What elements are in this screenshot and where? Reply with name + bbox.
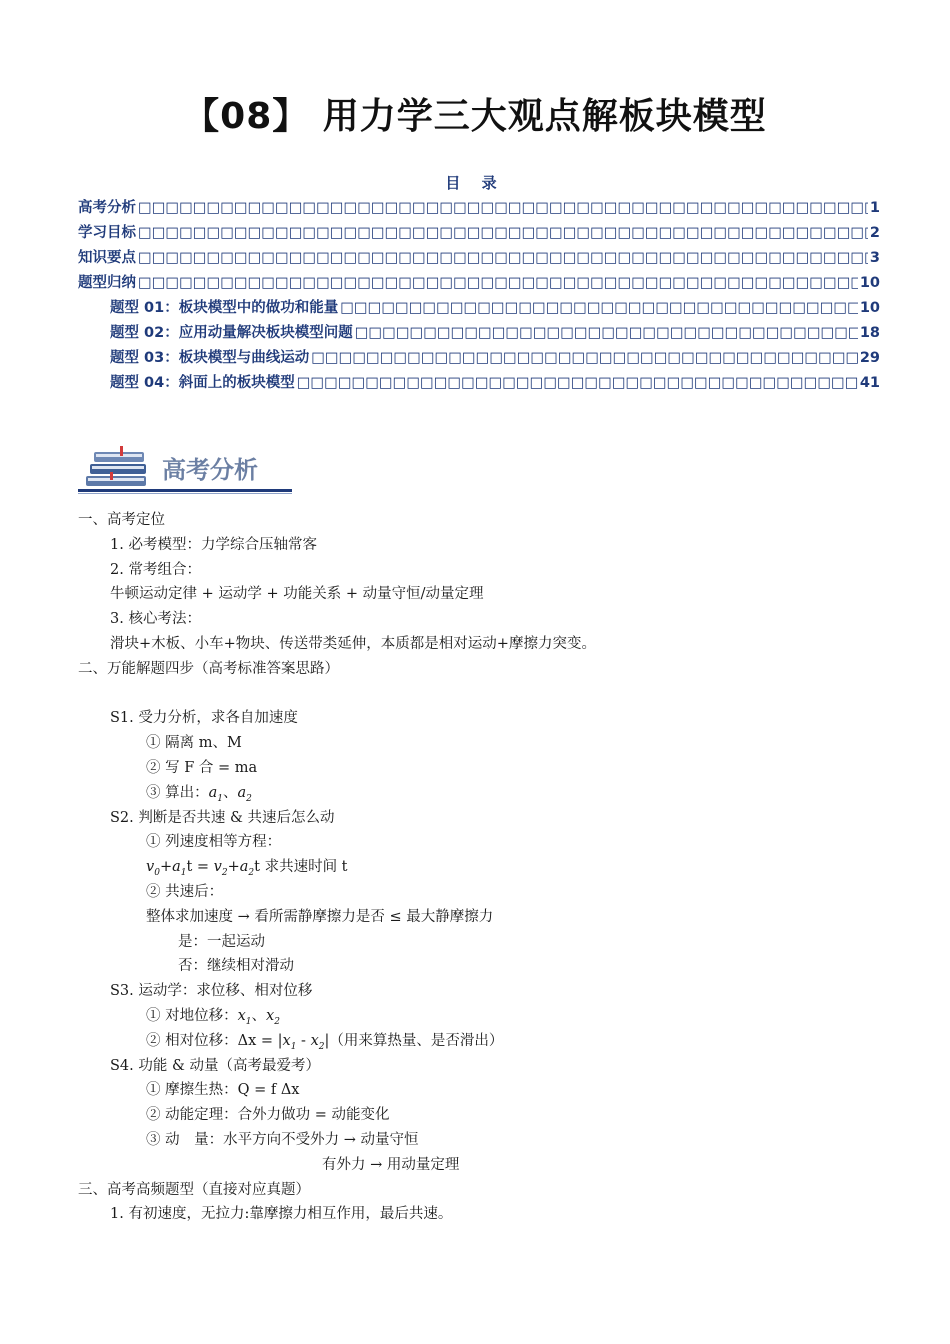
step-item: ③ 算出：$a_1$、$a_2$ xyxy=(146,784,252,804)
paragraph: 滑块+木板、小车+物块、传送带类延伸，本质都是相对运动+摩擦力突变。 xyxy=(110,635,596,652)
toc-leader xyxy=(340,296,858,321)
formula: $v_0+a_1$ xyxy=(146,859,187,879)
section-heading: 三、高考高频题型（直接对应真题） xyxy=(78,1181,310,1198)
step-item: ② 写 F 合 = ma xyxy=(146,759,258,776)
banner-divider xyxy=(78,489,292,492)
toc-entry-label: 学习目标 xyxy=(78,225,136,241)
toc-entry-page: 10 xyxy=(859,275,880,291)
toc-entry-label: 知识要点 xyxy=(78,250,136,266)
paragraph: 牛顿运动定律 + 运动学 + 功能关系 + 动量守恒/动量定理 xyxy=(110,586,484,603)
books-icon xyxy=(80,442,160,492)
formula: $x_1$ xyxy=(237,1007,252,1027)
step-item: ① 摩擦生热：Q = f Δx xyxy=(146,1082,300,1099)
list-item: 3. 核心考法： xyxy=(110,611,201,628)
step-item: ② 共速后： xyxy=(146,883,224,900)
section-heading: 二、万能解题四步（高考标准答案思路） xyxy=(78,660,339,677)
step-item: ② 动能定理：合外力做功 = 动能变化 xyxy=(146,1107,390,1124)
list-item: 1. 有初速度，无拉力:靠摩擦力相互作用，最后共速。 xyxy=(110,1206,453,1223)
toc-entry-label: 题型 04：斜面上的板块模型 xyxy=(110,375,295,391)
section-heading: 一、高考定位 xyxy=(78,512,165,528)
formula: $v_2+a_2$ xyxy=(213,859,255,879)
toc-leader xyxy=(311,346,858,371)
step-heading: S2. 判断是否共速 & 共速后怎么动 xyxy=(110,809,335,826)
toc-entry[interactable] xyxy=(78,346,880,371)
formula: $a_1$ xyxy=(208,784,223,804)
toc-leader xyxy=(355,321,858,346)
formula: $x_2$ xyxy=(266,1007,280,1027)
toc-leader xyxy=(138,246,868,271)
step-item: 有外力 → 用动量定理 xyxy=(322,1156,460,1173)
toc-entry[interactable] xyxy=(78,196,880,221)
toc-entry-label: 题型归纳 xyxy=(78,275,136,291)
toc-entry-page: 3 xyxy=(869,250,880,266)
toc-entry-label: 题型 03：板块模型与曲线运动 xyxy=(110,350,310,366)
body-content xyxy=(78,508,880,1227)
toc-entry-page: 18 xyxy=(859,325,880,341)
step-item-text: |（用来算热量、是否滑出） xyxy=(324,1032,504,1049)
step-item: $v_0+a_1t = v_2+a_2t$ 求共速时间 t xyxy=(146,859,348,879)
step-heading: S4. 功能 & 动量（高考最爱考） xyxy=(110,1057,321,1074)
toc-entry-page: 10 xyxy=(859,300,880,316)
formula: $x_1$ xyxy=(282,1032,297,1052)
toc-leader xyxy=(138,271,858,296)
page-title: 【08】 用力学三大观点解板块模型 xyxy=(183,96,767,137)
step-item: ② 相对位移：$\Delta x = |x_1 - x_2|$（用来算热量、是否滑出） xyxy=(146,1032,504,1052)
toc-entry[interactable] xyxy=(78,246,880,271)
toc-leader xyxy=(138,196,868,221)
step-item: ① 列速度相等方程： xyxy=(146,834,282,851)
toc-entry[interactable] xyxy=(78,271,880,296)
spacer xyxy=(78,682,880,707)
list-item: 1. 必考模型：力学综合压轴常客 xyxy=(110,536,317,553)
toc-leader xyxy=(297,371,858,396)
step-item: ③ 动 量：水平方向不受外力 → 动量守恒 xyxy=(146,1131,419,1148)
step-item: 否：继续相对滑动 xyxy=(178,958,294,975)
toc-entry[interactable] xyxy=(78,321,880,346)
toc-entry-label: 题型 02：应用动量解决板块模型问题 xyxy=(110,325,353,341)
toc-entry-page: 41 xyxy=(859,375,880,391)
step-item: 整体求加速度 → 看所需静摩擦力是否 ≤ 最大静摩擦力 xyxy=(146,908,494,925)
toc-heading: 目 录 xyxy=(445,174,505,192)
toc-entry-page: 29 xyxy=(859,350,880,366)
step-heading: S1. 受力分析，求各自加速度 xyxy=(110,710,298,727)
table-of-contents xyxy=(78,196,880,396)
toc-entry-page: 1 xyxy=(869,200,880,216)
toc-leader xyxy=(138,221,868,246)
formula: $a_2$ xyxy=(237,784,252,804)
step-item-label: ② 相对位移：Δx = | xyxy=(146,1032,283,1049)
step-item: 是：一起运动 xyxy=(178,933,265,950)
toc-entry[interactable] xyxy=(78,296,880,321)
step-item-text: t 求共速时间 t xyxy=(254,859,348,876)
step-item: ① 对地位移：$x_1$、$x_2$ xyxy=(146,1007,280,1027)
toc-entry-page: 2 xyxy=(869,225,880,241)
step-heading: S3. 运动学：求位移、相对位移 xyxy=(110,983,313,1000)
banner-divider-thin xyxy=(78,493,292,494)
section-banner-title: 高考分析 xyxy=(162,456,258,484)
section-banner xyxy=(78,440,292,494)
toc-entry[interactable] xyxy=(78,221,880,246)
step-item-label: ③ 算出： xyxy=(146,784,209,801)
step-item: ① 隔离 m、M xyxy=(146,735,242,752)
toc-entry[interactable] xyxy=(78,371,880,396)
list-item: 2. 常考组合： xyxy=(110,561,201,578)
formula: $x_2$ xyxy=(310,1032,325,1052)
toc-entry-label: 题型 01：板块模型中的做功和能量 xyxy=(110,300,339,316)
step-item-label: ① 对地位移： xyxy=(146,1007,238,1024)
toc-entry-label: 高考分析 xyxy=(78,200,136,216)
